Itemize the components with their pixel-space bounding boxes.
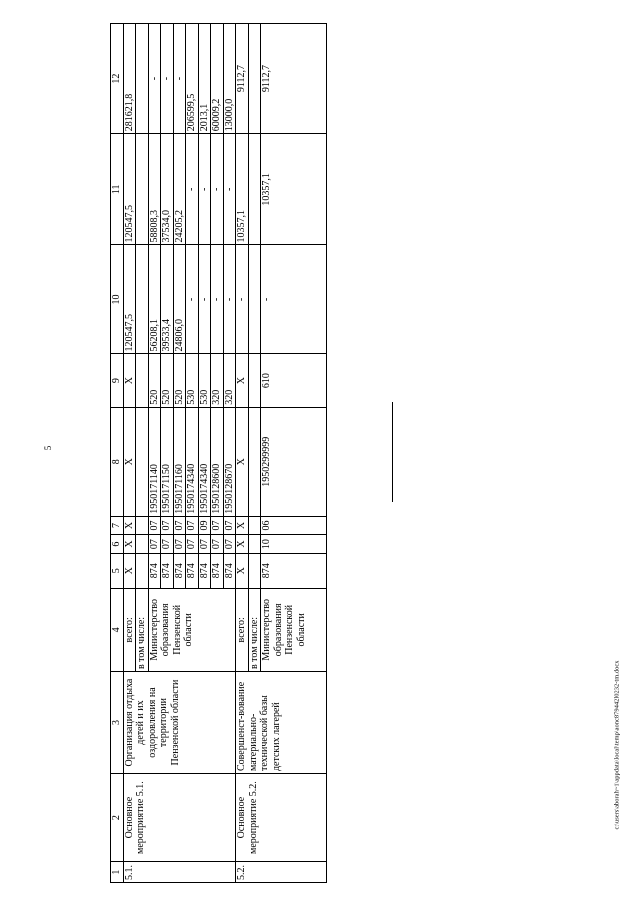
- cell: -: [198, 134, 211, 245]
- cell: 09: [198, 516, 211, 535]
- col-header: 7: [111, 516, 124, 535]
- cell: -: [148, 24, 161, 134]
- cell: X: [236, 535, 249, 554]
- cell: 1950171160: [173, 407, 186, 516]
- incl-label: в том числе:: [136, 588, 149, 671]
- cell: 07: [161, 516, 174, 535]
- cell: 2013,1: [198, 24, 211, 134]
- cell: 07: [198, 535, 211, 554]
- cell: 120547,5: [123, 134, 136, 245]
- cell: 9112,7: [236, 24, 249, 134]
- cell: 874: [261, 553, 327, 588]
- cell: 60009,2: [211, 24, 224, 134]
- cell: X: [236, 516, 249, 535]
- cell: X: [123, 535, 136, 554]
- total-label: всего:: [123, 588, 136, 671]
- cell: 530: [186, 354, 199, 407]
- cell: 24806,0: [173, 245, 186, 354]
- cell: 874: [148, 553, 161, 588]
- cell: 520: [161, 354, 174, 407]
- executor: Министерство образования Пензенской области: [261, 588, 327, 671]
- cell: 874: [186, 553, 199, 588]
- cell: 320: [211, 354, 224, 407]
- cell: 1950128600: [211, 407, 224, 516]
- rotated-table-container: [110, 23, 352, 883]
- cell: 07: [161, 535, 174, 554]
- cell: 07: [211, 516, 224, 535]
- cell: 07: [148, 535, 161, 554]
- cell: 56208,1: [148, 245, 161, 354]
- cell: 1950171150: [161, 407, 174, 516]
- cell: 37534,0: [161, 134, 174, 245]
- cell: X: [123, 516, 136, 535]
- cell: 07: [186, 516, 199, 535]
- col-header: 4: [111, 588, 124, 671]
- total-label: всего:: [236, 588, 249, 671]
- cell: 1950174340: [186, 407, 199, 516]
- cell: 520: [148, 354, 161, 407]
- cell: 24205,2: [173, 134, 186, 245]
- col-header: 1: [111, 862, 124, 883]
- cell: 07: [223, 516, 236, 535]
- col-header: 10: [111, 245, 124, 354]
- cell: 874: [198, 553, 211, 588]
- cell: 874: [223, 553, 236, 588]
- cell: X: [236, 553, 249, 588]
- cell: -: [211, 245, 224, 354]
- page-number: 5: [43, 445, 53, 451]
- event-name: Организация отдыха детей и их оздоровления на территории Пензенской области: [123, 672, 236, 774]
- cell: -: [173, 24, 186, 134]
- cell: -: [198, 245, 211, 354]
- cell: 530: [198, 354, 211, 407]
- event-name: Совершенст-вование материально-технической базы детских лагерей: [236, 672, 327, 774]
- cell: X: [236, 354, 249, 407]
- cell: 520: [173, 354, 186, 407]
- cell: 874: [173, 553, 186, 588]
- cell: 07: [186, 535, 199, 554]
- incl-label: в том числе:: [248, 588, 261, 671]
- col-header: 12: [111, 24, 124, 134]
- col-header: 11: [111, 134, 124, 245]
- cell: 06: [261, 516, 327, 535]
- table-row: [236, 24, 249, 883]
- cell: 07: [211, 535, 224, 554]
- cell: 1950299999: [261, 407, 327, 516]
- col-header: 3: [111, 672, 124, 774]
- cell: 13000,0: [223, 24, 236, 134]
- cell: 58808,3: [148, 134, 161, 245]
- row-number: 5.2.: [236, 862, 327, 883]
- cell: 39533,4: [161, 245, 174, 354]
- cell: X: [236, 407, 249, 516]
- divider-line: [392, 402, 393, 502]
- cell: 10357,1: [261, 134, 327, 245]
- col-header: 6: [111, 535, 124, 554]
- cell: 874: [211, 553, 224, 588]
- cell: 320: [223, 354, 236, 407]
- cell: 1950171140: [148, 407, 161, 516]
- cell: 610: [261, 354, 327, 407]
- cell: 10: [261, 535, 327, 554]
- col-header: 5: [111, 553, 124, 588]
- cell: 9112,7: [261, 24, 327, 134]
- cell: 07: [173, 535, 186, 554]
- main-event: Основное мероприятие 5.1.: [123, 774, 236, 862]
- cell: -: [211, 134, 224, 245]
- cell: 07: [148, 516, 161, 535]
- cell: -: [261, 245, 327, 354]
- table-row: [123, 24, 136, 883]
- cell: 120547,5: [123, 245, 136, 354]
- cell: 07: [223, 535, 236, 554]
- main-event: Основное мероприятие 5.2.: [236, 774, 327, 862]
- cell: 10357,1: [236, 134, 249, 245]
- cell: X: [123, 553, 136, 588]
- cell: 206599,5: [186, 24, 199, 134]
- cell: 281621,8: [123, 24, 136, 134]
- budget-table: [110, 23, 327, 883]
- row-number: 5.1.: [123, 862, 236, 883]
- cell: 07: [173, 516, 186, 535]
- cell: -: [223, 134, 236, 245]
- col-header: 8: [111, 407, 124, 516]
- cell: X: [123, 407, 136, 516]
- cell: -: [186, 245, 199, 354]
- cell: 874: [161, 553, 174, 588]
- cell: -: [161, 24, 174, 134]
- file-path-footer: c:\users\aborah~1\appdata\local\temp\aonc879442l0232-tm.docx: [613, 660, 621, 830]
- header-row: [111, 24, 124, 883]
- cell: 1950128670: [223, 407, 236, 516]
- cell: 1950174340: [198, 407, 211, 516]
- cell: -: [186, 134, 199, 245]
- cell: X: [123, 354, 136, 407]
- col-header: 9: [111, 354, 124, 407]
- cell: -: [236, 245, 249, 354]
- col-header: 2: [111, 774, 124, 862]
- cell: -: [223, 245, 236, 354]
- executor: Министерство образования Пензенской области: [148, 588, 236, 671]
